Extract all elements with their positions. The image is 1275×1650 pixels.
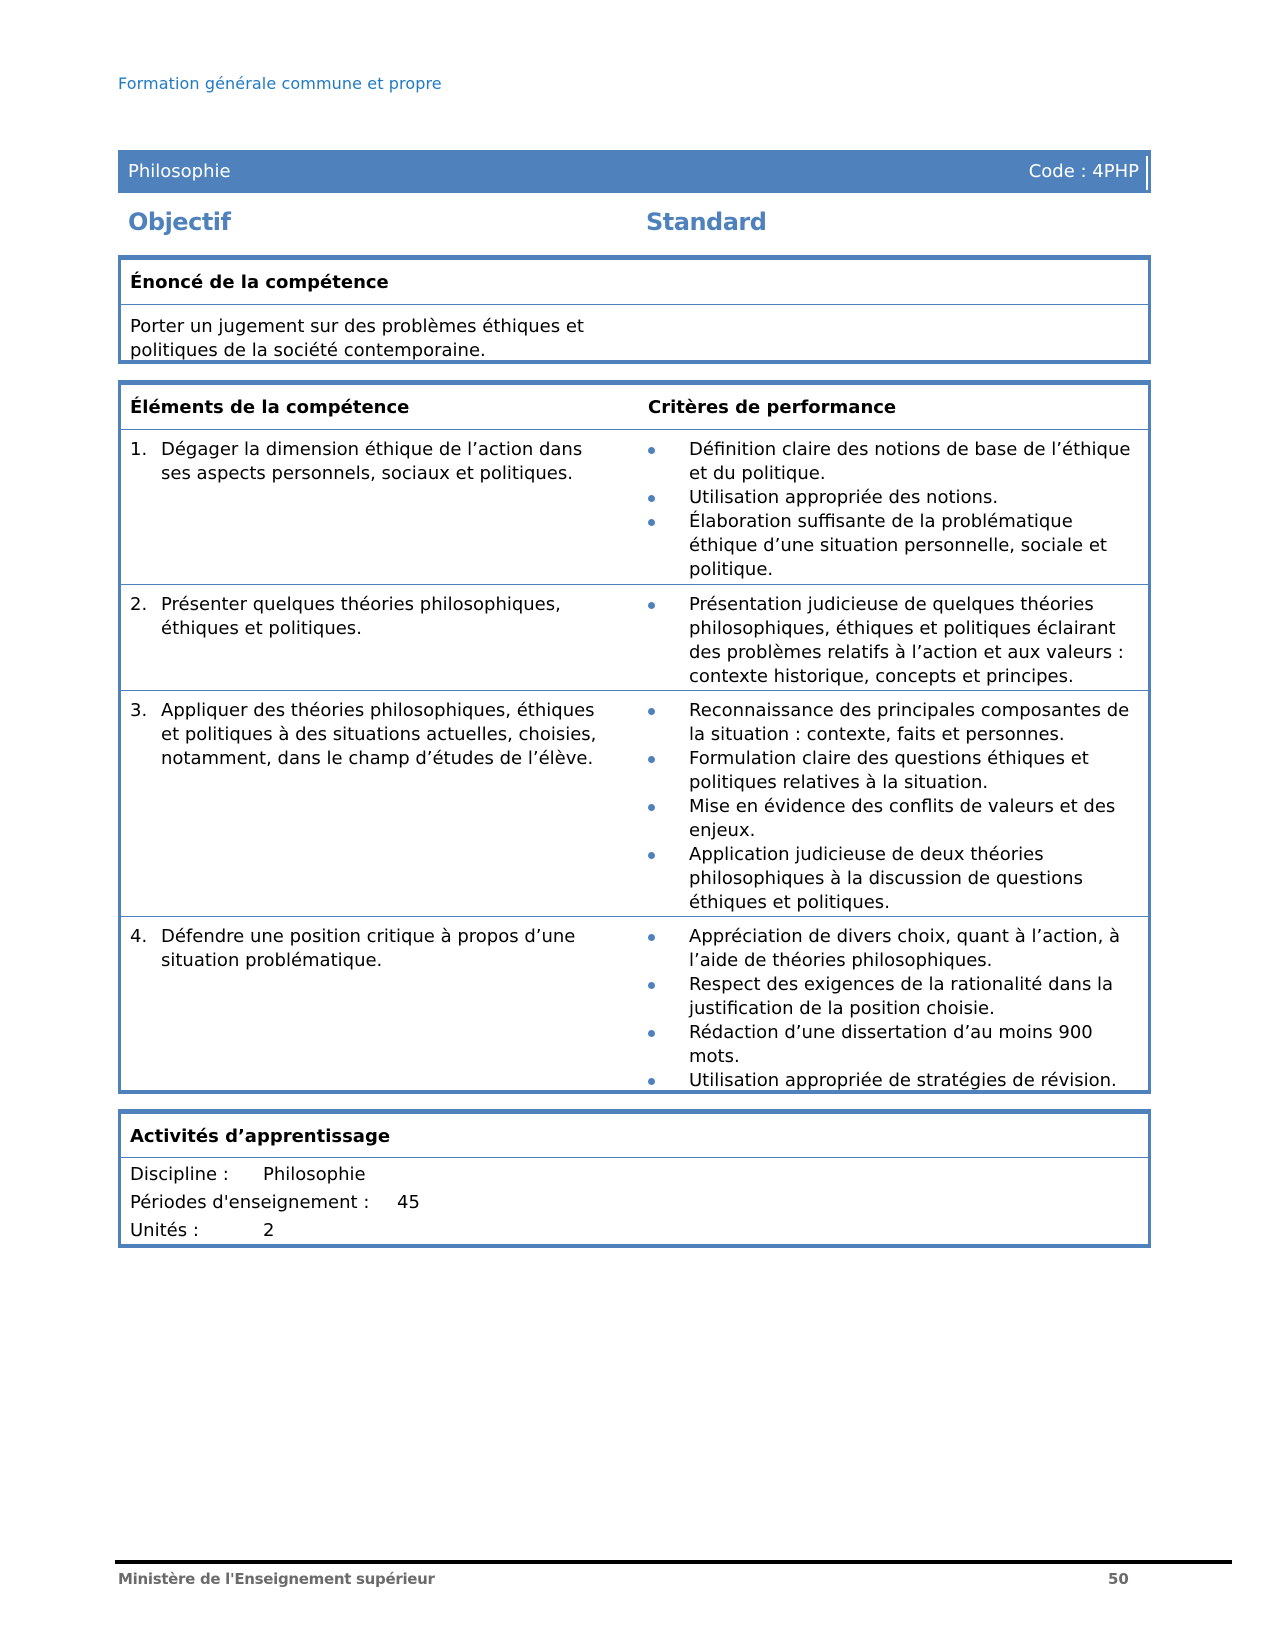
element-number: 1. [130,439,148,460]
enonce-line: Porter un jugement sur des problèmes éthiques et [130,316,584,337]
element-number: 3. [130,700,148,721]
unites-value: 2 [263,1220,275,1241]
criteria-cell [648,438,1138,582]
criteria-item: Appréciation de divers choix, quant à l’action, à l’aide de théories philosophiques. [648,925,1138,973]
elements-column-header: Éléments de la compétence [130,397,410,418]
criteria-item: Mise en évidence des conflits de valeurs et des enjeux. [648,795,1138,843]
objectif-heading: Objectif [128,208,231,236]
bullet-icon [648,495,655,502]
bullet-icon [648,1078,655,1085]
element-text: Appliquer des théories philosophiques, éthiques et politiques à des situations actuelles, choisies, notamment, dans le champ d’études de l’élève. [161,700,597,769]
footer-organization: Ministère de l'Enseignement supérieur [118,1570,435,1588]
bullet-icon [648,1030,655,1037]
enonce-header [121,260,1148,305]
element-text: Dégager la dimension éthique de l’action dans ses aspects personnels, sociaux et politiques. [161,439,583,484]
criteria-item: Utilisation appropriée de stratégies de révision. [648,1069,1138,1093]
footer-rule [115,1560,1232,1564]
discipline-value: Philosophie [263,1164,366,1185]
criteria-cell [648,699,1138,915]
enonce-heading: Énoncé de la compétence [130,272,389,293]
running-header: Formation générale commune et propre [118,74,442,93]
activites-box [118,1109,1151,1248]
bullet-icon [648,934,655,941]
enonce-text [130,315,584,363]
periodes-value: 45 [397,1192,420,1213]
standard-heading: Standard [646,208,767,236]
unites-label: Unités : [130,1220,199,1241]
course-code: Code : 4PHP [1028,161,1139,182]
activites-header [121,1114,1148,1158]
criteria-item: Rédaction d’une dissertation d’au moins 900 mots. [648,1021,1138,1069]
table-row [121,691,1148,917]
bullet-icon [648,982,655,989]
table-row [121,585,1148,691]
criteres-column-header: Critères de performance [648,397,897,418]
title-bar-edge-divider [1146,156,1148,190]
criteria-cell [648,925,1138,1093]
table-row [121,917,1148,1093]
bullet-icon [648,756,655,763]
bullet-icon [648,519,655,526]
periodes-label: Périodes d'enseignement : [130,1192,370,1213]
bullet-icon [648,708,655,715]
enonce-box [118,255,1151,364]
bullet-icon [648,804,655,811]
course-subject: Philosophie [128,161,231,182]
bullet-icon [648,602,655,609]
bullet-icon [648,447,655,454]
element-number: 4. [130,926,148,947]
criteria-item: Reconnaissance des principales composantes de la situation : contexte, faits et personnes. [648,699,1138,747]
activites-heading: Activités d’apprentissage [130,1126,391,1147]
competence-table [118,380,1151,1094]
page-number: 50 [1108,1570,1129,1588]
table-row [121,430,1148,585]
criteria-item: Application judicieuse de deux théories philosophiques à la discussion de questions éthiques et politiques. [648,843,1138,915]
element-text: Défendre une position critique à propos d’une situation problématique. [161,926,576,971]
criteria-cell [648,593,1138,689]
bullet-icon [648,852,655,859]
discipline-label: Discipline : [130,1164,229,1185]
criteria-item: Formulation claire des questions éthiques et politiques relatives à la situation. [648,747,1138,795]
element-text: Présenter quelques théories philosophiques, éthiques et politiques. [161,594,561,639]
course-title-bar [118,150,1151,193]
criteria-item: Utilisation appropriée des notions. [648,486,1138,510]
criteria-item: Définition claire des notions de base de l’éthique et du politique. [648,438,1138,486]
criteria-item: Respect des exigences de la rationalité dans la justification de la position choisie. [648,973,1138,1021]
competence-table-header [121,385,1148,430]
criteria-item: Élaboration suffisante de la problématique éthique d’une situation personnelle, sociale et politique. [648,510,1138,582]
enonce-line: politiques de la société contemporaine. [130,340,486,361]
element-number: 2. [130,594,148,615]
criteria-item: Présentation judicieuse de quelques théories philosophiques, éthiques et politiques éclairant des problèmes relatifs à l’action et aux valeurs : contexte historique, concepts et principes. [648,593,1138,689]
